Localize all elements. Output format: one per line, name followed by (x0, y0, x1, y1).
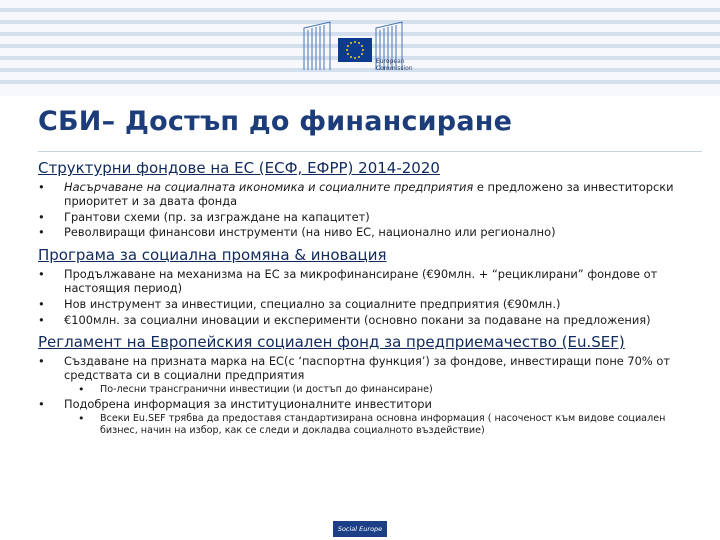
item-text: Продължаване на механизма на ЕС за микрофинансиране (€90млн. + “рециклирани” фондове от настоящия период) (64, 267, 658, 295)
item-text: Създаване на призната марка на ЕС(с ‘паспортна функция’) за фондове, инвестиращи поне 70% от средствата си в социални предприятия (64, 354, 670, 383)
bullet-icon: • (38, 397, 45, 412)
bullet-icon: • (78, 382, 85, 396)
list-item (38, 314, 684, 328)
european-commission-logo (300, 18, 413, 94)
bullet-icon: • (38, 296, 45, 311)
bullet-icon: • (38, 180, 45, 194)
slide-body (38, 157, 684, 442)
sub-item-text: Всеки Eu.SEF трябва да предоставя стандартизирана основна информация ( насоченост към видове социален бизнес, начин на избор, как се следи и докладва социалното въздействие) (100, 413, 666, 436)
section-heading: Регламент на Европейския социален фонд за предприемачество (Eu.SEF) (38, 333, 625, 352)
title-divider (38, 151, 702, 152)
social-europe-badge: Social Europe (333, 521, 387, 537)
bullet-icon: • (38, 209, 45, 224)
item-text: Подобрена информация за институционалните инвеститори (64, 397, 432, 412)
sub-item-text: По-лесни трансгранични инвестиции (и достъп до финансиране) (100, 383, 433, 395)
bullet-icon: • (78, 412, 85, 426)
bullet-icon: • (38, 225, 45, 240)
header-band (0, 0, 720, 96)
logo-wordmark (376, 58, 413, 72)
list-item (38, 211, 684, 225)
logo-line-2: Commission (376, 65, 413, 72)
section-heading: Програма за социална промяна & иновация (38, 246, 387, 265)
list-item (38, 226, 684, 240)
item-text: Нов инструмент за инвестиции, специално за социалните предприятия (€90млн.) (64, 296, 561, 311)
logo-line-1: European (376, 58, 405, 65)
item-text: Револвиращи финансови инструменти (на ниво ЕС, национално или регионално) (64, 225, 556, 240)
list-item (38, 298, 684, 312)
item-emphasis: Насърчаване на социалната икономика и социалните предприятия (64, 180, 474, 194)
sub-bullet-list (64, 384, 684, 396)
bullet-icon: • (38, 267, 45, 282)
header-stripe (0, 8, 720, 12)
page-title: СБИ– Достъп до финансиране (38, 106, 513, 137)
item-text: Грантови схеми (пр. за изграждане на капацитет) (64, 209, 370, 224)
bullet-list (38, 181, 684, 240)
item-text: е предложено за инвеститорски приоритет и за двата фонда (64, 180, 674, 208)
bullet-icon: • (38, 312, 45, 327)
section-heading: Структурни фондове на ЕС (ЕСФ, ЕФРР) 2014-2020 (38, 159, 440, 177)
sub-list-item (64, 384, 684, 396)
bullet-list (38, 268, 684, 327)
list-item (38, 268, 684, 296)
sub-list-item (64, 413, 684, 436)
eu-flag-icon (338, 38, 372, 62)
sub-bullet-list (64, 413, 684, 436)
item-text: €100млн. за социални иновации и експерименти (основно покани за подаване на предложения) (64, 312, 651, 327)
bullet-icon: • (38, 354, 45, 369)
list-item (38, 355, 684, 395)
bullet-list (38, 355, 684, 436)
list-item (38, 181, 684, 209)
list-item (38, 398, 684, 436)
